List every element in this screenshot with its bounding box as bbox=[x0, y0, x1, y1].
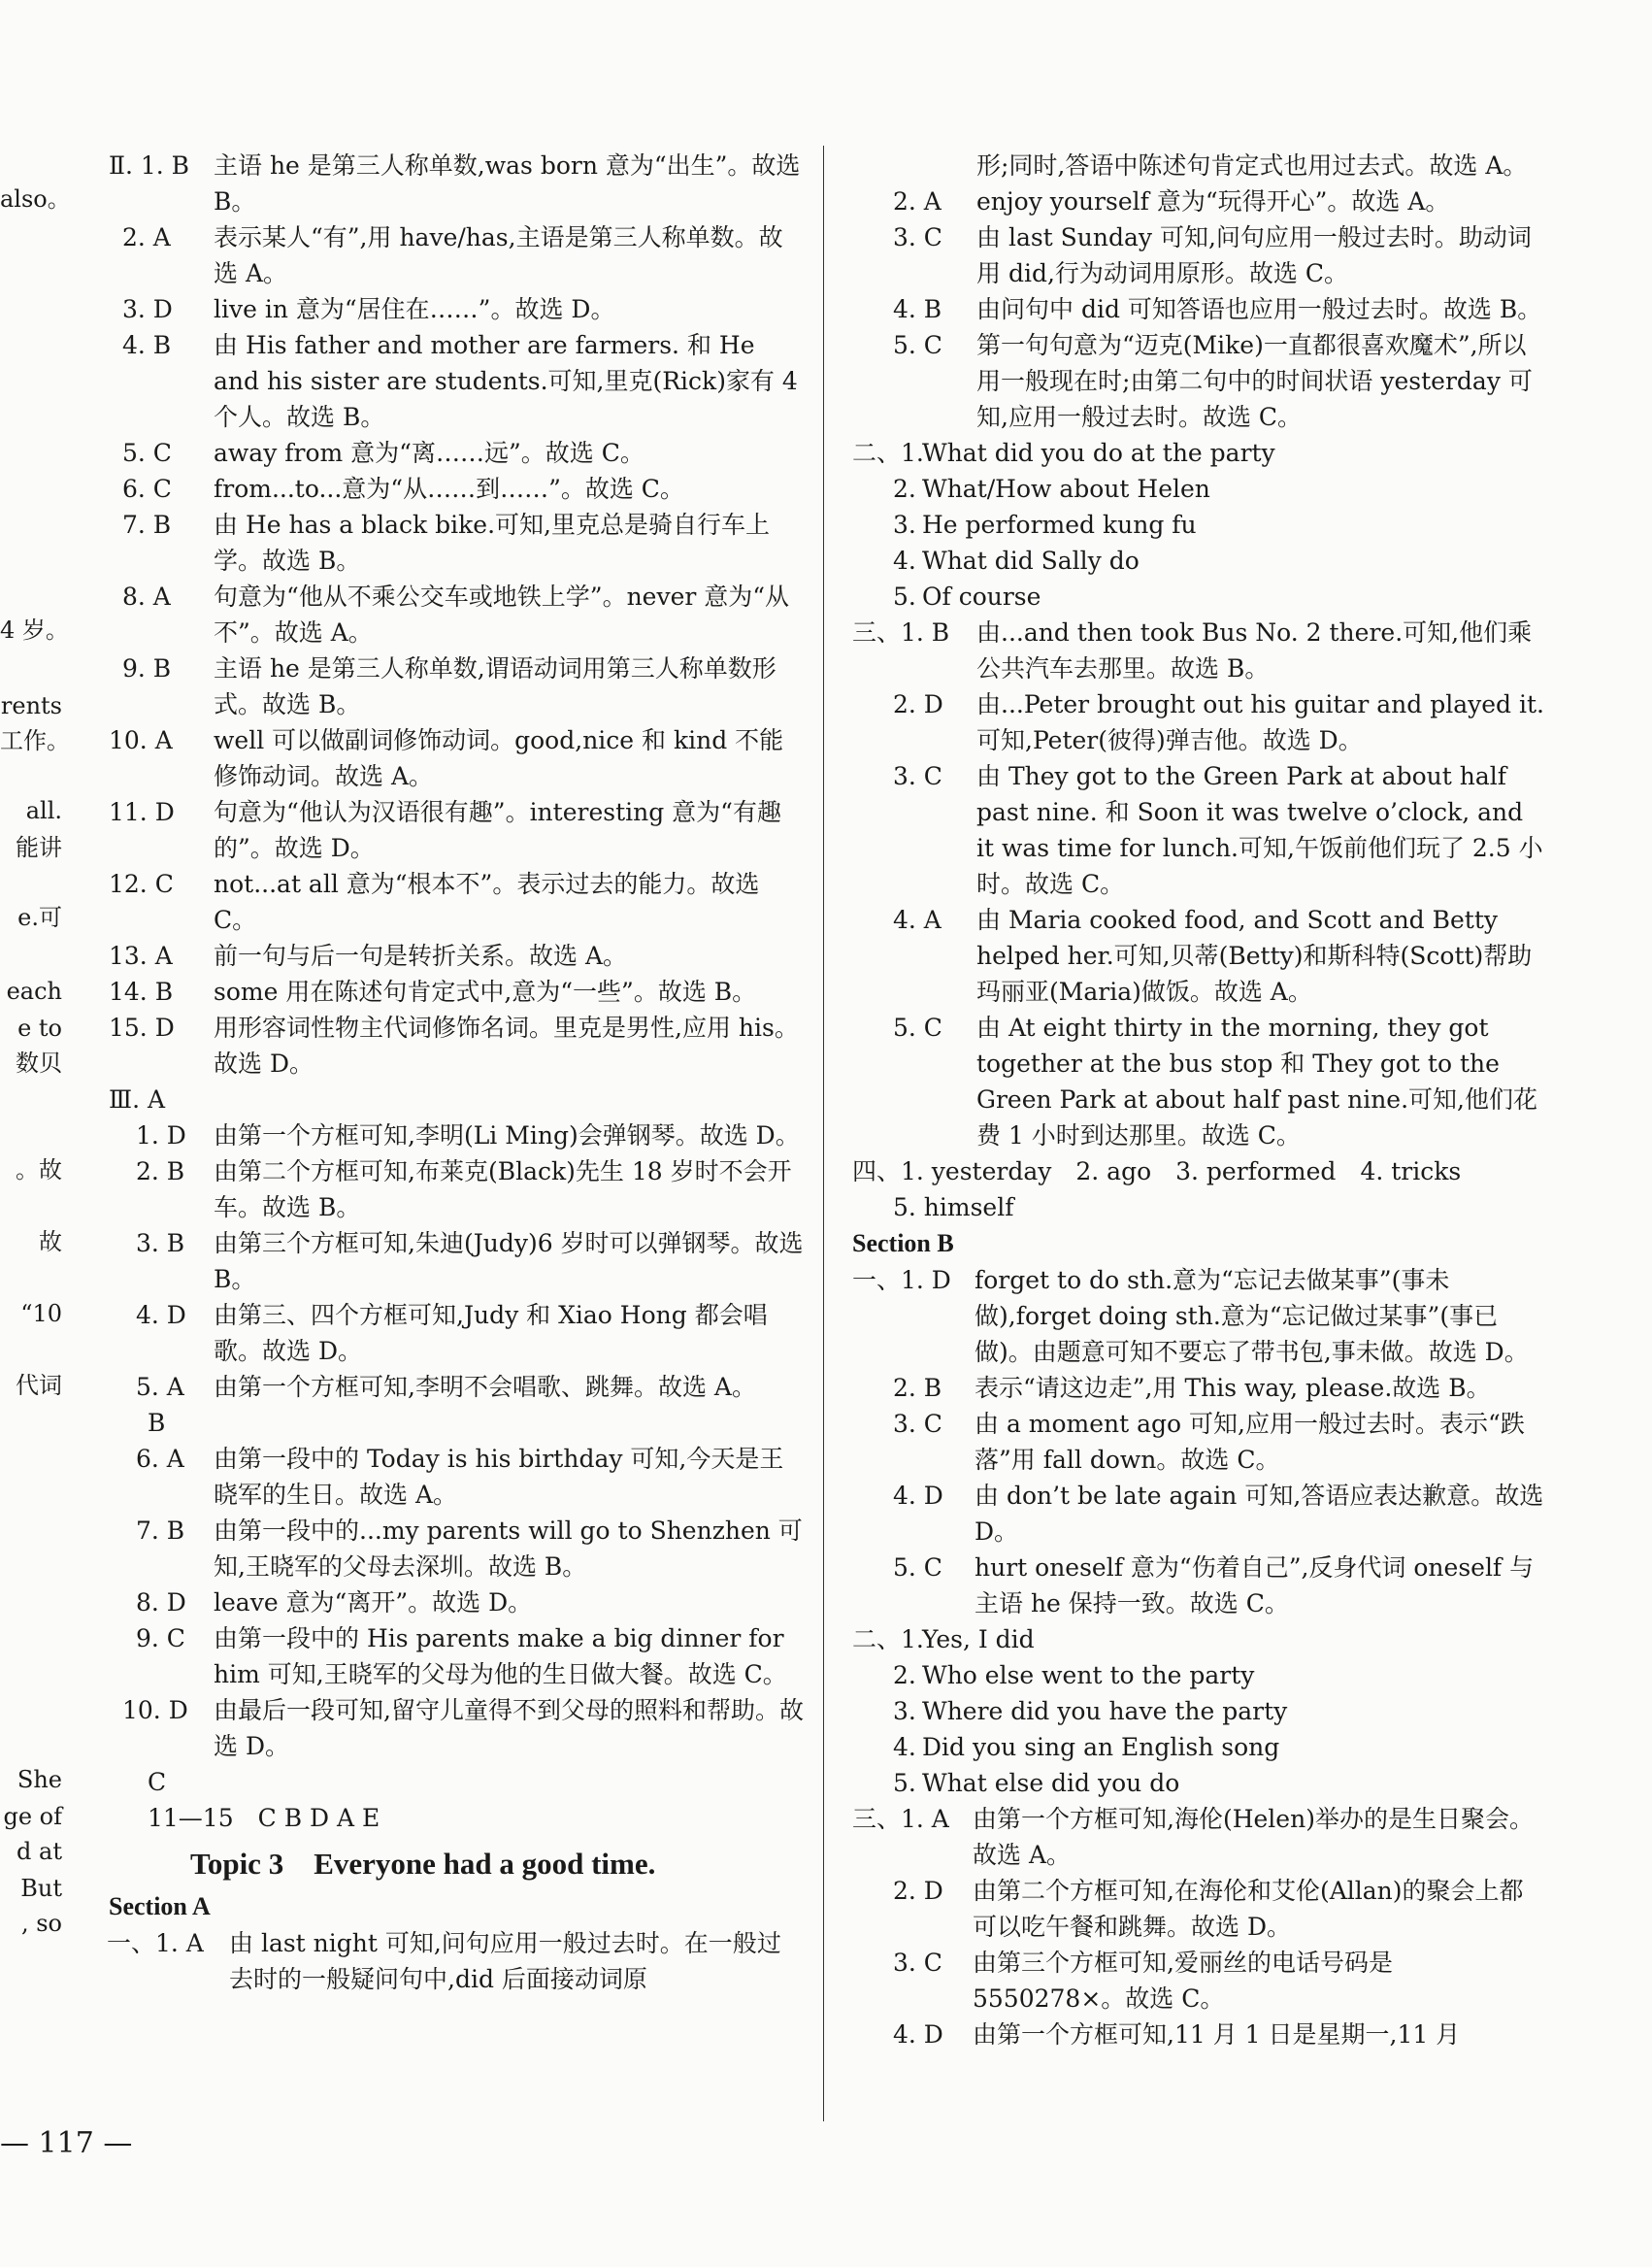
edge-fragment: ge of bbox=[3, 1803, 62, 1830]
answer-number: 6. C bbox=[122, 475, 172, 503]
answer-item bbox=[109, 291, 804, 327]
answer-item bbox=[852, 615, 1547, 686]
answer-explanation: 由第一个方框可知,李明(Li Ming)会弹钢琴。故选 D。 bbox=[214, 1121, 800, 1150]
answer-item bbox=[893, 1657, 1547, 1693]
answer-item bbox=[109, 722, 804, 794]
edge-fragment: each bbox=[6, 978, 62, 1005]
answer-number: 一、1. D bbox=[852, 1266, 951, 1294]
answer-number: 3. bbox=[893, 1697, 916, 1725]
answer-number: 3. D bbox=[122, 295, 173, 323]
answer-number: 9. B bbox=[122, 654, 172, 683]
answer-item bbox=[893, 183, 1547, 219]
page-number: — 117 — bbox=[0, 2126, 133, 2160]
answer-item bbox=[893, 1729, 1547, 1765]
edge-fragment: 故 bbox=[39, 1228, 62, 1255]
answer-item bbox=[109, 435, 804, 471]
answer-item bbox=[852, 435, 1547, 471]
answer-explanation: 由第一个方框可知,李明不会唱歌、跳舞。故选 A。 bbox=[214, 1373, 756, 1401]
answer-item bbox=[893, 219, 1547, 291]
answer-number: 2. bbox=[893, 1661, 916, 1689]
answer-explanation: 由第一个方框可知,海伦(Helen)举办的是生日聚会。故选 A。 bbox=[973, 1805, 1534, 1869]
answer-item bbox=[109, 974, 804, 1010]
answer-item bbox=[136, 1620, 804, 1692]
answer-explanation: 句意为“他从不乘公交车或地铁上学”。never 意为“从不”。故选 A。 bbox=[214, 583, 790, 647]
answer-item bbox=[893, 507, 1547, 543]
answer-explanation: from...to...意为“从……到……”。故选 C。 bbox=[214, 475, 684, 503]
answer-item bbox=[136, 1297, 804, 1369]
answer-number: 3. C bbox=[893, 762, 942, 790]
answer-explanation: 由问句中 did 可知答语也应用一般过去时。故选 B。 bbox=[976, 295, 1542, 323]
section-b-heading: Section B bbox=[852, 1229, 954, 1257]
answer-number: 2. D bbox=[893, 1877, 943, 1905]
answer-number: 2. D bbox=[893, 690, 943, 718]
section-b-part-3-list bbox=[852, 1801, 1547, 2052]
answer-number: 7. B bbox=[122, 511, 172, 539]
answer-explanation: live in 意为“居住在……”。故选 D。 bbox=[214, 295, 615, 323]
answer-explanation: 第一句句意为“迈克(Mike)一直都很喜欢魔术”,所以用一般现在时;由第二句中的时间状语 yesterday 可知,应用一般过去时。故选 C。 bbox=[976, 331, 1533, 431]
edge-fragment: “10 bbox=[20, 1300, 62, 1327]
answer-number: 5. C bbox=[893, 1553, 942, 1582]
answer-explanation: away from 意为“离……远”。故选 C。 bbox=[214, 439, 644, 467]
answer-number: 4. D bbox=[893, 1482, 943, 1510]
answer-item bbox=[893, 686, 1547, 758]
answer-explanation: 由...Peter brought out his guitar and played it.可知,Peter(彼得)弹吉他。故选 D。 bbox=[976, 690, 1544, 754]
answer-item bbox=[109, 866, 804, 938]
answer-explanation: 由第一段中的 Today is his birthday 可知,今天是王晓军的生日。故选 A。 bbox=[214, 1445, 784, 1509]
answer-explanation: enjoy yourself 意为“玩得开心”。故选 A。 bbox=[976, 187, 1450, 216]
column-divider bbox=[823, 146, 824, 2121]
answer-explanation: 主语 he 是第三人称单数,was born 意为“出生”。故选 B。 bbox=[214, 151, 801, 216]
part-3a-label: Ⅲ. A bbox=[109, 1085, 166, 1114]
answer-item bbox=[136, 1584, 804, 1620]
answer-number: 4. bbox=[893, 547, 916, 575]
answer-explanation: hurt oneself 意为“伤着自己”,反身代词 oneself 与主语 he 保持一致。故选 C。 bbox=[975, 1553, 1535, 1617]
section-a-part-4-line1: 四、1. yesterday 2. ago 3. performed 4. tricks bbox=[852, 1157, 1462, 1185]
answer-number: 10. D bbox=[122, 1696, 188, 1724]
answer-number: 2. bbox=[893, 475, 916, 503]
answer-explanation: 用形容词性物主代词修饰名词。里克是男性,应用 his。故选 D。 bbox=[214, 1014, 799, 1078]
answer-explanation: 由 He has a black bike.可知,里克总是骑自行车上学。故选 B。 bbox=[214, 511, 770, 575]
answer-item bbox=[109, 507, 804, 579]
answer-explanation: Yes, I did bbox=[922, 1625, 1035, 1653]
section-a-heading: Section A bbox=[109, 1892, 211, 1920]
edge-fragment: 工作。 bbox=[0, 727, 70, 754]
answer-number: 一、1. A bbox=[107, 1929, 204, 1957]
answer-item bbox=[893, 1406, 1547, 1478]
answer-item bbox=[852, 1262, 1547, 1370]
answer-explanation: 由第二个方框可知,在海伦和艾伦(Allan)的聚会上都可以吃午餐和跳舞。故选 D。 bbox=[973, 1877, 1524, 1941]
answer-number: 3. B bbox=[136, 1229, 185, 1257]
answer-explanation: 由第一段中的...my parents will go to Shenzhen 可知,王晓军的父母去深圳。故选 B。 bbox=[214, 1517, 803, 1581]
edge-fragment: d at bbox=[17, 1838, 62, 1865]
answer-item bbox=[893, 758, 1547, 902]
answer-explanation: What else did you do bbox=[922, 1769, 1180, 1797]
edge-fragment: also。 bbox=[0, 185, 71, 213]
answer-number: 14. B bbox=[109, 978, 174, 1006]
answer-number: 2. A bbox=[122, 223, 171, 251]
section-b-part-2-list bbox=[852, 1621, 1547, 1801]
answer-item bbox=[893, 1873, 1547, 1945]
answer-item bbox=[852, 1801, 1547, 1873]
answer-number: 11. D bbox=[109, 798, 175, 826]
answer-item bbox=[893, 1765, 1547, 1801]
answer-explanation: 主语 he 是第三人称单数,谓语动词用第三人称单数形式。故选 B。 bbox=[214, 654, 776, 718]
answer-explanation: 由第一个方框可知,11 月 1 日是星期一,11 月 bbox=[973, 2020, 1461, 2049]
answer-number: 4. D bbox=[136, 1301, 186, 1329]
answer-explanation: 句意为“他认为汉语很有趣”。interesting 意为“有趣的”。故选 D。 bbox=[214, 798, 781, 862]
answer-number: 5. C bbox=[122, 439, 172, 467]
answer-number: 5. bbox=[893, 583, 916, 611]
answer-item bbox=[109, 219, 804, 291]
answer-item bbox=[893, 1693, 1547, 1729]
answer-item bbox=[107, 1925, 804, 1997]
answer-number: 6. A bbox=[136, 1445, 184, 1473]
edge-fragment: But bbox=[20, 1875, 62, 1902]
answer-explanation: 前一句与后一句是转折关系。故选 A。 bbox=[214, 942, 628, 970]
section-a-part-2-list bbox=[852, 435, 1547, 615]
answer-explanation: leave 意为“离开”。故选 D。 bbox=[214, 1588, 533, 1617]
answer-number: 8. D bbox=[136, 1588, 186, 1617]
part-3b-list bbox=[109, 1441, 804, 1764]
answer-item bbox=[852, 1621, 1547, 1657]
answer-explanation: What did Sally do bbox=[922, 547, 1140, 575]
section-b-part-1-list bbox=[852, 1262, 1547, 1621]
answer-item bbox=[893, 291, 1547, 327]
answer-number: 4. A bbox=[893, 906, 942, 934]
answer-explanation: 由 last night 可知,问句应用一般过去时。在一般过去时的一般疑问句中,did 后面接动词原 bbox=[229, 1929, 781, 1993]
answer-number: 5. C bbox=[893, 1014, 942, 1042]
answer-item bbox=[136, 1441, 804, 1513]
part-3c-answer: 11—15 C B D A E bbox=[148, 1804, 380, 1832]
answer-explanation: What did you do at the party bbox=[922, 439, 1275, 467]
edge-fragment: She bbox=[17, 1766, 62, 1793]
answer-number: 4. bbox=[893, 1733, 916, 1761]
answer-item bbox=[109, 327, 804, 435]
answer-number: 8. A bbox=[122, 583, 171, 611]
answer-explanation: Who else went to the party bbox=[922, 1661, 1255, 1689]
answer-number: Ⅱ. 1. B bbox=[109, 151, 190, 180]
edge-fragment: 。故 bbox=[16, 1156, 62, 1184]
edge-fragment: 代词 bbox=[16, 1372, 62, 1399]
answer-item bbox=[136, 1225, 804, 1297]
answer-explanation: 由第二个方框可知,布莱克(Black)先生 18 岁时不会开车。故选 B。 bbox=[214, 1157, 792, 1221]
answer-number: 3. C bbox=[893, 1949, 942, 1977]
answer-explanation: 由 Maria cooked food, and Scott and Betty helped her.可知,贝蒂(Betty)和斯科特(Scott)帮助玛丽亚(Maria)做饭。故选 A。 bbox=[976, 906, 1533, 1006]
edge-fragment: all. bbox=[25, 797, 62, 824]
edge-fragment: , so bbox=[20, 1910, 62, 1937]
answer-explanation: 由最后一段可知,留守儿童得不到父母的照料和帮助。故选 D。 bbox=[214, 1696, 804, 1760]
answer-explanation: 由 They got to the Green Park at about half past nine. 和 Soon it was twelve o’clock, and it was time for lunch.可知,午饭前他们玩了 2.5 小时。故选 C。 bbox=[976, 762, 1543, 898]
part-3c-label: C bbox=[148, 1768, 167, 1796]
answer-number: 12. C bbox=[109, 870, 174, 898]
answer-item bbox=[893, 902, 1547, 1010]
edge-fragment: 数贝 bbox=[16, 1050, 62, 1077]
answer-number: 2. B bbox=[136, 1157, 185, 1185]
answer-item bbox=[893, 579, 1547, 615]
answer-item bbox=[893, 471, 1547, 507]
answer-number: 9. C bbox=[136, 1624, 185, 1652]
answer-number: 4. D bbox=[893, 2020, 943, 2049]
section-a-part-3-list bbox=[852, 615, 1547, 1153]
answer-item bbox=[109, 794, 804, 866]
answer-number: 3. C bbox=[893, 223, 942, 251]
answer-item bbox=[109, 1010, 804, 1082]
answer-explanation: Did you sing an English song bbox=[922, 1733, 1280, 1761]
answer-number: 7. B bbox=[136, 1517, 185, 1545]
answer-explanation: 由第一段中的 His parents make a big dinner for him 可知,王晓军的父母为他的生日做大餐。故选 C。 bbox=[214, 1624, 787, 1688]
answer-item bbox=[893, 327, 1547, 435]
answer-number: 13. A bbox=[109, 942, 173, 970]
answer-item bbox=[893, 543, 1547, 579]
left-column bbox=[109, 148, 804, 1997]
part-3b-label: B bbox=[148, 1409, 166, 1437]
answer-explanation: 由第三个方框可知,朱迪(Judy)6 岁时可以弹钢琴。故选 B。 bbox=[214, 1229, 804, 1293]
part-3a-list bbox=[109, 1117, 804, 1405]
answer-explanation: 由 His father and mother are farmers. 和 He and his sister are students.可知,里克(Rick)家有 4 个人。故选 B。 bbox=[214, 331, 798, 431]
answer-item bbox=[136, 1513, 804, 1584]
answer-number: 15. D bbox=[109, 1014, 175, 1042]
answer-explanation: Where did you have the party bbox=[922, 1697, 1288, 1725]
answer-item bbox=[893, 2017, 1547, 2052]
answer-number: 5. A bbox=[136, 1373, 184, 1401]
answer-number: 5. bbox=[893, 1769, 916, 1797]
answer-item bbox=[109, 148, 804, 219]
answer-number: 10. A bbox=[109, 726, 173, 754]
right-column bbox=[852, 148, 1547, 2052]
answer-number: 3. C bbox=[893, 1410, 942, 1438]
answer-explanation: 由第三个方框可知,爱丽丝的电话号码是 5550278×。故选 C。 bbox=[973, 1949, 1393, 2013]
answer-item bbox=[136, 1369, 804, 1405]
answer-explanation: 由 At eight thirty in the morning, they got together at the bus stop 和 They got to the Green Park at about half past nine.可知,他们花费 1 小时到达那里。故选 C。 bbox=[976, 1014, 1537, 1150]
answer-number: 4. B bbox=[893, 295, 942, 323]
edge-fragment: e to bbox=[17, 1015, 62, 1042]
answer-explanation: 表示“请这边走”,用 This way, please.故选 B。 bbox=[975, 1374, 1491, 1402]
answer-item bbox=[893, 1370, 1547, 1406]
edge-fragment: rents bbox=[0, 692, 62, 719]
answer-number: 三、1. A bbox=[852, 1805, 949, 1833]
answer-number: 二、1. bbox=[852, 439, 924, 467]
part-2-list bbox=[109, 148, 804, 1082]
answer-item bbox=[893, 1478, 1547, 1550]
answer-number: 5. C bbox=[893, 331, 942, 359]
answer-number: 二、1. bbox=[852, 1625, 924, 1653]
answer-explanation: some 用在陈述句肯定式中,意为“一些”。故选 B。 bbox=[214, 978, 757, 1006]
answer-explanation: 由...and then took Bus No. 2 there.可知,他们乘公共汽车去那里。故选 B。 bbox=[976, 618, 1533, 683]
answer-number: 3. bbox=[893, 511, 916, 539]
answer-explanation: Of course bbox=[922, 583, 1041, 611]
answer-number: 1. D bbox=[136, 1121, 186, 1150]
answer-number: 4. B bbox=[122, 331, 172, 359]
answer-explanation: 由 a moment ago 可知,应用一般过去时。表示“跌落”用 fall down。故选 C。 bbox=[975, 1410, 1525, 1474]
section-a-part-4-line2: 5. himself bbox=[893, 1193, 1014, 1221]
answer-item bbox=[893, 1945, 1547, 2017]
answer-explanation: What/How about Helen bbox=[922, 475, 1210, 503]
answer-explanation: forget to do sth.意为“忘记去做某事”(事未做),forget doing sth.意为“忘记做过某事”(事已做)。由题意可知不要忘了带书包,事未做。故选 D。 bbox=[975, 1266, 1529, 1366]
answer-explanation: 由 don’t be late again 可知,答语应表达歉意。故选 D。 bbox=[975, 1482, 1544, 1546]
answer-item bbox=[893, 1010, 1547, 1153]
answer-explanation: 由第三、四个方框可知,Judy 和 Xiao Hong 都会唱歌。故选 D。 bbox=[214, 1301, 768, 1365]
edge-fragment: e.可 bbox=[17, 904, 62, 931]
answer-item bbox=[109, 650, 804, 722]
answer-item bbox=[109, 938, 804, 974]
answer-item bbox=[136, 1117, 804, 1153]
answer-explanation: 由 last Sunday 可知,问句应用一般过去时。助动词用 did,行为动词用原形。故选 C。 bbox=[976, 223, 1532, 287]
edge-fragment: 能讲 bbox=[16, 834, 62, 861]
answer-explanation: He performed kung fu bbox=[922, 511, 1197, 539]
answer-item bbox=[122, 1692, 804, 1764]
answer-explanation: well 可以做副词修饰动词。good,nice 和 kind 不能修饰动词。故选 A。 bbox=[214, 726, 784, 790]
edge-fragment: 4 岁。 bbox=[0, 617, 69, 644]
answer-item bbox=[893, 1550, 1547, 1621]
section-a-part-1-list bbox=[852, 183, 1547, 435]
answer-number: 2. A bbox=[893, 187, 942, 216]
answer-explanation: 表示某人“有”,用 have/has,主语是第三人称单数。故选 A。 bbox=[214, 223, 783, 287]
answer-explanation: not...at all 意为“根本不”。表示过去的能力。故选 C。 bbox=[214, 870, 760, 934]
continued-explanation: 形;同时,答语中陈述句肯定式也用过去式。故选 A。 bbox=[976, 151, 1528, 180]
answer-number: 2. B bbox=[893, 1374, 942, 1402]
answer-item bbox=[136, 1153, 804, 1225]
topic-title: Topic 3 Everyone had a good time. bbox=[190, 1847, 656, 1881]
answer-item bbox=[109, 471, 804, 507]
answer-number: 三、1. B bbox=[852, 618, 950, 647]
answer-item bbox=[109, 579, 804, 650]
